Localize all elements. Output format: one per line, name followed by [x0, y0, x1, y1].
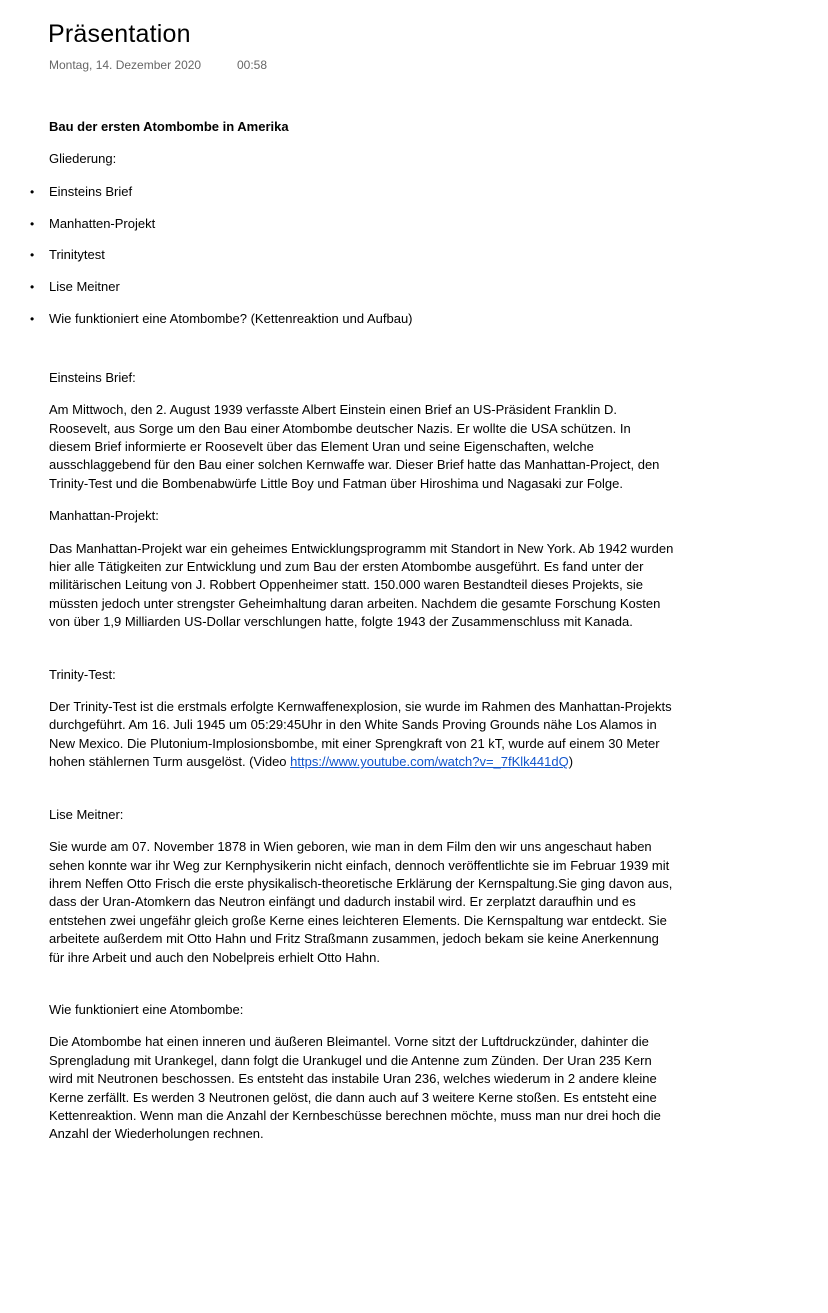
outline-item-text: Wie funktioniert eine Atombombe? (Kettenreaktion und Aufbau) — [49, 311, 413, 326]
outline-item — [30, 246, 674, 264]
section-heading-einstein: Einsteins Brief: — [49, 369, 136, 385]
outline-item-text: Trinitytest — [49, 247, 105, 263]
page-title[interactable]: Präsentation — [48, 20, 191, 48]
section-body-manhattan: Das Manhattan-Projekt war ein geheimes Entwicklungsprogramm mit Standort in New York. Ab 1942 wurden hier alle Tätigkeiten zur Entwicklung und zum Bau der ersten Atombombe ausgeführt. Es fand unter der militärischen Leitung von J. Robbert Oppenheimer statt. 150.000 waren Bestandteil dieses Projekts, sie müssten jedoch unter strengster Geheimhaltung daran arbeiten. Nachdem die gesamte Forschung Kosten von über 1,9 Milliarden US-Dollar verschlungen hatte, folgte 1943 der Zusammenschluss mit Kanada. — [49, 540, 674, 630]
section-heading-manhattan: Manhattan-Projekt: — [49, 508, 159, 524]
section-body-atombombe: Die Atombombe hat einen inneren und äußeren Bleimantel. Vorne sitzt der Luftdruckzünder, dahinter die Sprengladung mit Urankegel, dann folgt die Urankugel und die Antenne zum Zünden. Der Uran 235 Kern wird mit Neutronen beschossen. Es entsteht das instabile Uran 236, welches wiederum in 2 andere kleine Kerne zerfällt. Es werden 3 Neutronen gelöst, die dann auch auf 3 weitere Kerne stoßen. Es entsteht eine Kettenreaktion. Wenn man die Anzahl der Kernbeschüsse berechnen möchte, muss man nur drei hoch die Anzahl der Wiederholungen rechnen. — [49, 1034, 661, 1142]
main-heading: Bau der ersten Atombombe in Amerika — [49, 119, 289, 134]
outline-item — [30, 278, 674, 296]
section-body-trinity — [49, 698, 674, 772]
bullet-icon: • — [30, 312, 35, 326]
bullet-icon: • — [30, 216, 35, 231]
outline-item-text: Lise Meitner — [49, 279, 120, 295]
section-body-meitner: Sie wurde am 07. November 1878 in Wien geboren, wie man in dem Film den wir uns angeschaut haben sehen konnte war ihr Weg zur Kernphysikerin nicht einfach, dennoch veröffentlichte sie im Februar 1939 mit ihrem Neffen Otto Frisch die erste physikalisch-theoretische Erklärung der Kernspaltung.Sie ging davon aus, dass der Uran-Atomkern das Neutron einfängt und dadurch instabil wird. Er zerplatzt daraufhin und es entstehen zwei ungefähr gleich große Kerne eines leichteren Elements. Die Kernspaltung war entdeckt. Sie arbeitete außerdem mit Otto Hahn und Fritz Straßmann zusammen, jedoch bekam sie keine Anerkennung für ihre Arbeit und auch den Nobelpreis erhielt Otto Hahn. — [49, 839, 673, 965]
page-date: Montag, 14. Dezember 2020 — [49, 58, 202, 72]
section-heading-atombombe: Wie funktioniert eine Atombombe: — [49, 1001, 244, 1017]
outline-list — [30, 183, 674, 329]
section-body-einstein: Am Mittwoch, den 2. August 1939 verfasste Albert Einstein einen Brief an US-Präsident Franklin D. Roosevelt, aus Sorge um den Bau einer Atombombe deutscher Nazis. Er wollte die USA schützen. In diesem Brief informierte er Roosevelt über das Element Uran und seine Eigenschaften, welche ausschlaggebend für den Bau einer solchen Kernwaffe war. Dieser Brief hatte das Manhattan-Project, den Trinity-Test und die Bombenabwürfe Little Boy und Fatman über Hiroshima und Nagasaki zur Folge. — [49, 402, 660, 491]
page-time: 00:58 — [237, 58, 268, 72]
video-link[interactable]: https://www.youtube.com/watch?v=_7fKlk441dQ — [290, 754, 569, 770]
trinity-text: Der Trinity-Test ist die erstmals erfolgte Kernwaffenexplosion, sie wurde im Rahmen des Manhattan-Projekts durchgeführt. Am 16. Juli 1945 um 05:29:45Uhr in den White Sands Proving Grounds nähe Los Alamos in New Mexico. Die Plutonium-Implosionsbombe, mit einer Sprengkraft von 21 kT, wurde auf einem 30 Meter hohen stählernen Turm ausgelöst. (Video — [49, 699, 672, 770]
section-heading-trinity: Trinity-Test: — [49, 666, 116, 682]
outline-item-text: Einsteins Brief — [49, 183, 133, 199]
outline-item — [30, 183, 674, 201]
outline-item — [30, 310, 674, 328]
section-heading-meitner: Lise Meitner: — [49, 806, 124, 822]
bullet-icon: • — [30, 248, 35, 263]
page-content[interactable] — [30, 118, 674, 1158]
outline-item-text: Manhatten-Projekt — [49, 215, 156, 231]
trinity-text-end: ) — [568, 754, 574, 770]
outline-label: Gliederung: — [49, 151, 117, 167]
outline-item — [30, 215, 674, 233]
bullet-icon: • — [30, 280, 35, 295]
bullet-icon: • — [30, 184, 35, 199]
